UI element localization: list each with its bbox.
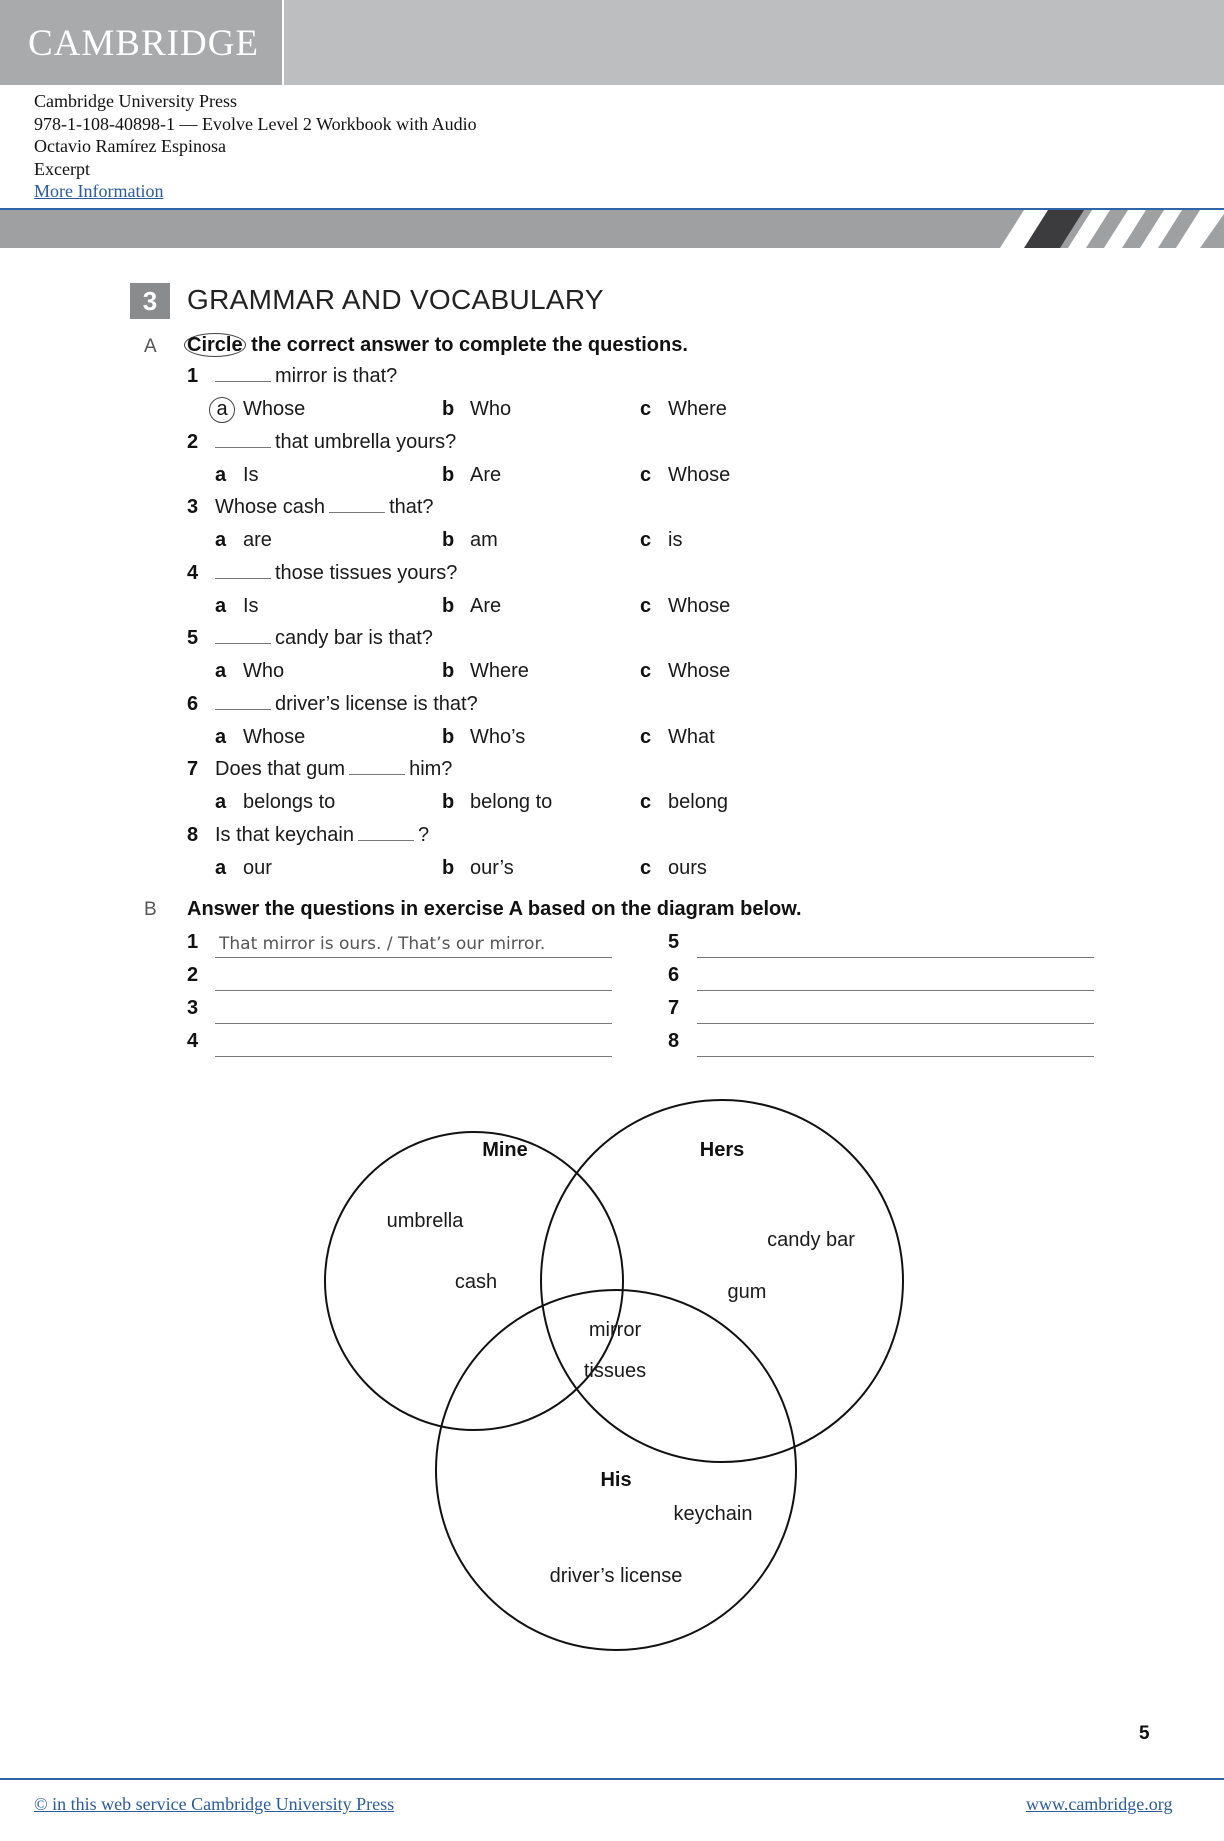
- option-letter-c[interactable]: c: [640, 529, 652, 551]
- question-text-before: Whose cash: [215, 496, 326, 518]
- venn-item-cash: cash: [454, 1271, 498, 1293]
- option-text: Whose: [668, 660, 731, 682]
- logo-cell: [0, 0, 284, 85]
- copyright-link[interactable]: © in this web service Cambridge University Press: [34, 1794, 395, 1814]
- question-text-after: that?: [389, 496, 434, 518]
- option-letter-b[interactable]: b: [442, 726, 455, 748]
- option-letter-a[interactable]: a: [215, 464, 227, 486]
- circle-word: Circle: [184, 333, 246, 357]
- venn-mine-label: Mine: [482, 1139, 528, 1161]
- footer-divider: [0, 1778, 1224, 1780]
- option-text: are: [243, 529, 272, 551]
- option-text: belongs to: [243, 791, 336, 813]
- section-title: GRAMMAR AND VOCABULARY: [187, 284, 604, 315]
- author: Octavio Ramírez Espinosa: [34, 136, 226, 156]
- publication-info: [34, 90, 477, 203]
- website-link[interactable]: www.cambridge.org: [1026, 1794, 1173, 1814]
- option-letter-c[interactable]: c: [640, 464, 652, 486]
- option-text: Where: [470, 660, 529, 682]
- answer-number: 7: [668, 997, 680, 1019]
- question-number: 4: [187, 562, 199, 584]
- option-letter-a[interactable]: a: [215, 791, 227, 813]
- option-letter-b[interactable]: b: [442, 398, 455, 420]
- option-letter-c[interactable]: c: [640, 660, 652, 682]
- option-text: Is: [243, 595, 259, 617]
- option-text: What: [668, 726, 715, 748]
- question-text-after: him?: [409, 758, 453, 780]
- answer-blank[interactable]: [215, 627, 271, 644]
- question-text: [215, 365, 397, 388]
- question-text-after: that umbrella yours?: [275, 431, 457, 453]
- option-text: Who’s: [470, 726, 526, 748]
- option-letter-a[interactable]: a: [215, 660, 227, 682]
- option-letter-a[interactable]: a: [209, 397, 235, 423]
- answer-blank[interactable]: [358, 824, 414, 841]
- option-text: our’s: [470, 857, 514, 879]
- exercise-a-instruction: [184, 334, 688, 357]
- exercise-b-label: B: [144, 899, 157, 920]
- option-text: Whose: [243, 398, 306, 420]
- venn-his-label: His: [600, 1469, 632, 1491]
- venn-item-drivers-license: driver’s license: [549, 1565, 683, 1587]
- option-letter-a[interactable]: a: [215, 857, 227, 879]
- option-text: Where: [668, 398, 727, 420]
- question-text-after: ?: [417, 824, 430, 846]
- isbn-title: 978-1-108-40898-1 — Evolve Level 2 Workbook with Audio: [34, 113, 477, 134]
- question-text-after: mirror is that?: [275, 365, 398, 387]
- question-number: 8: [187, 824, 199, 846]
- option-text: belong: [668, 791, 729, 813]
- question-text-before: Does that gum: [215, 758, 346, 780]
- option-letter-b[interactable]: b: [442, 595, 455, 617]
- header-band: [0, 0, 1224, 85]
- answer-number: 3: [187, 997, 199, 1019]
- option-text: Are: [470, 595, 502, 617]
- question-text: [215, 693, 478, 716]
- answer-line[interactable]: [215, 997, 612, 1024]
- venn-item-keychain: keychain: [673, 1503, 753, 1525]
- question-text-after: those tissues yours?: [275, 562, 458, 584]
- answer-number: 8: [668, 1030, 680, 1052]
- question-text: [215, 431, 456, 454]
- option-text: Is: [243, 464, 259, 486]
- option-text: Whose: [668, 464, 731, 486]
- option-letter-b[interactable]: b: [442, 660, 455, 682]
- answer-line[interactable]: [697, 1030, 1094, 1057]
- question-text: [215, 824, 429, 847]
- question-number: 3: [187, 496, 199, 518]
- option-letter-c[interactable]: c: [640, 726, 652, 748]
- question-text: [215, 562, 457, 585]
- answer-line[interactable]: [215, 964, 612, 991]
- more-information-link[interactable]: More Information: [34, 181, 164, 201]
- answer-line[interactable]: [215, 1030, 612, 1057]
- decorative-bar: [0, 210, 1224, 248]
- venn-item-tissues: tissues: [583, 1360, 647, 1382]
- page-number: 5: [1139, 1723, 1150, 1744]
- option-text: is: [668, 529, 683, 551]
- question-number: 6: [187, 693, 199, 715]
- question-text-after: driver’s license is that?: [275, 693, 478, 715]
- venn-item-candy-bar: candy bar: [767, 1229, 855, 1251]
- question-number: 2: [187, 431, 199, 453]
- question-text: [215, 496, 434, 519]
- cambridge-logo: CAMBRIDGE: [28, 23, 260, 64]
- question-text: [215, 627, 433, 650]
- answer-number: 4: [187, 1030, 199, 1052]
- excerpt-label: Excerpt: [34, 158, 90, 179]
- option-text: ours: [668, 857, 707, 879]
- question-text: [215, 758, 452, 781]
- option-text: am: [470, 529, 498, 551]
- answer-number: 5: [668, 931, 680, 953]
- answer-blank[interactable]: [349, 758, 405, 775]
- answer-blank[interactable]: [215, 365, 271, 382]
- venn-item-mirror: mirror: [588, 1319, 642, 1341]
- publisher: Cambridge University Press: [34, 91, 237, 111]
- option-text: Are: [470, 464, 502, 486]
- option-letter-b[interactable]: b: [442, 791, 455, 813]
- question-text-before: Is that keychain: [215, 824, 354, 846]
- answer-number: 6: [668, 964, 680, 986]
- option-text: Who: [243, 660, 285, 682]
- question-number: 7: [187, 758, 199, 780]
- option-text: Whose: [668, 595, 731, 617]
- instruction-text: the correct answer to complete the questions.: [251, 334, 688, 356]
- answer-line[interactable]: [697, 964, 1094, 991]
- venn-item-gum: gum: [727, 1281, 767, 1303]
- example-answer: That mirror is ours. / That’s our mirror.: [219, 934, 546, 954]
- option-letter-b[interactable]: b: [442, 529, 455, 551]
- option-letter-c[interactable]: c: [640, 857, 652, 879]
- exercise-b-instruction: Answer the questions in exercise A based on the diagram below.: [187, 898, 802, 920]
- answer-blank[interactable]: [215, 693, 271, 710]
- option-letter-a[interactable]: a: [215, 595, 227, 617]
- option-text: Whose: [243, 726, 306, 748]
- option-text: belong to: [470, 791, 553, 813]
- option-text: our: [243, 857, 272, 879]
- answer-line[interactable]: [697, 931, 1094, 958]
- answer-line[interactable]: [215, 931, 612, 958]
- option-letter-b[interactable]: b: [442, 857, 455, 879]
- option-letter-c[interactable]: c: [640, 595, 652, 617]
- venn-hers-label: Hers: [699, 1139, 745, 1161]
- option-text: Who: [470, 398, 512, 420]
- answer-number: 1: [187, 931, 199, 953]
- answer-blank[interactable]: [215, 431, 271, 448]
- answer-line[interactable]: [697, 997, 1094, 1024]
- answer-blank[interactable]: [215, 562, 271, 579]
- answer-number: 2: [187, 964, 199, 986]
- option-letter-c[interactable]: c: [640, 398, 652, 420]
- venn-item-umbrella: umbrella: [386, 1210, 464, 1232]
- exercise-a-label: A: [144, 336, 157, 357]
- question-number: 5: [187, 627, 199, 649]
- option-letter-b[interactable]: b: [442, 464, 455, 486]
- answer-blank[interactable]: [329, 496, 385, 513]
- option-letter-a[interactable]: a: [215, 726, 227, 748]
- question-text-after: candy bar is that?: [275, 627, 433, 649]
- option-letter-c[interactable]: c: [640, 791, 652, 813]
- stripes-graphic: [0, 210, 1224, 248]
- question-number: 1: [187, 365, 199, 387]
- section-number: 3: [130, 283, 170, 319]
- option-letter-a[interactable]: a: [215, 529, 227, 551]
